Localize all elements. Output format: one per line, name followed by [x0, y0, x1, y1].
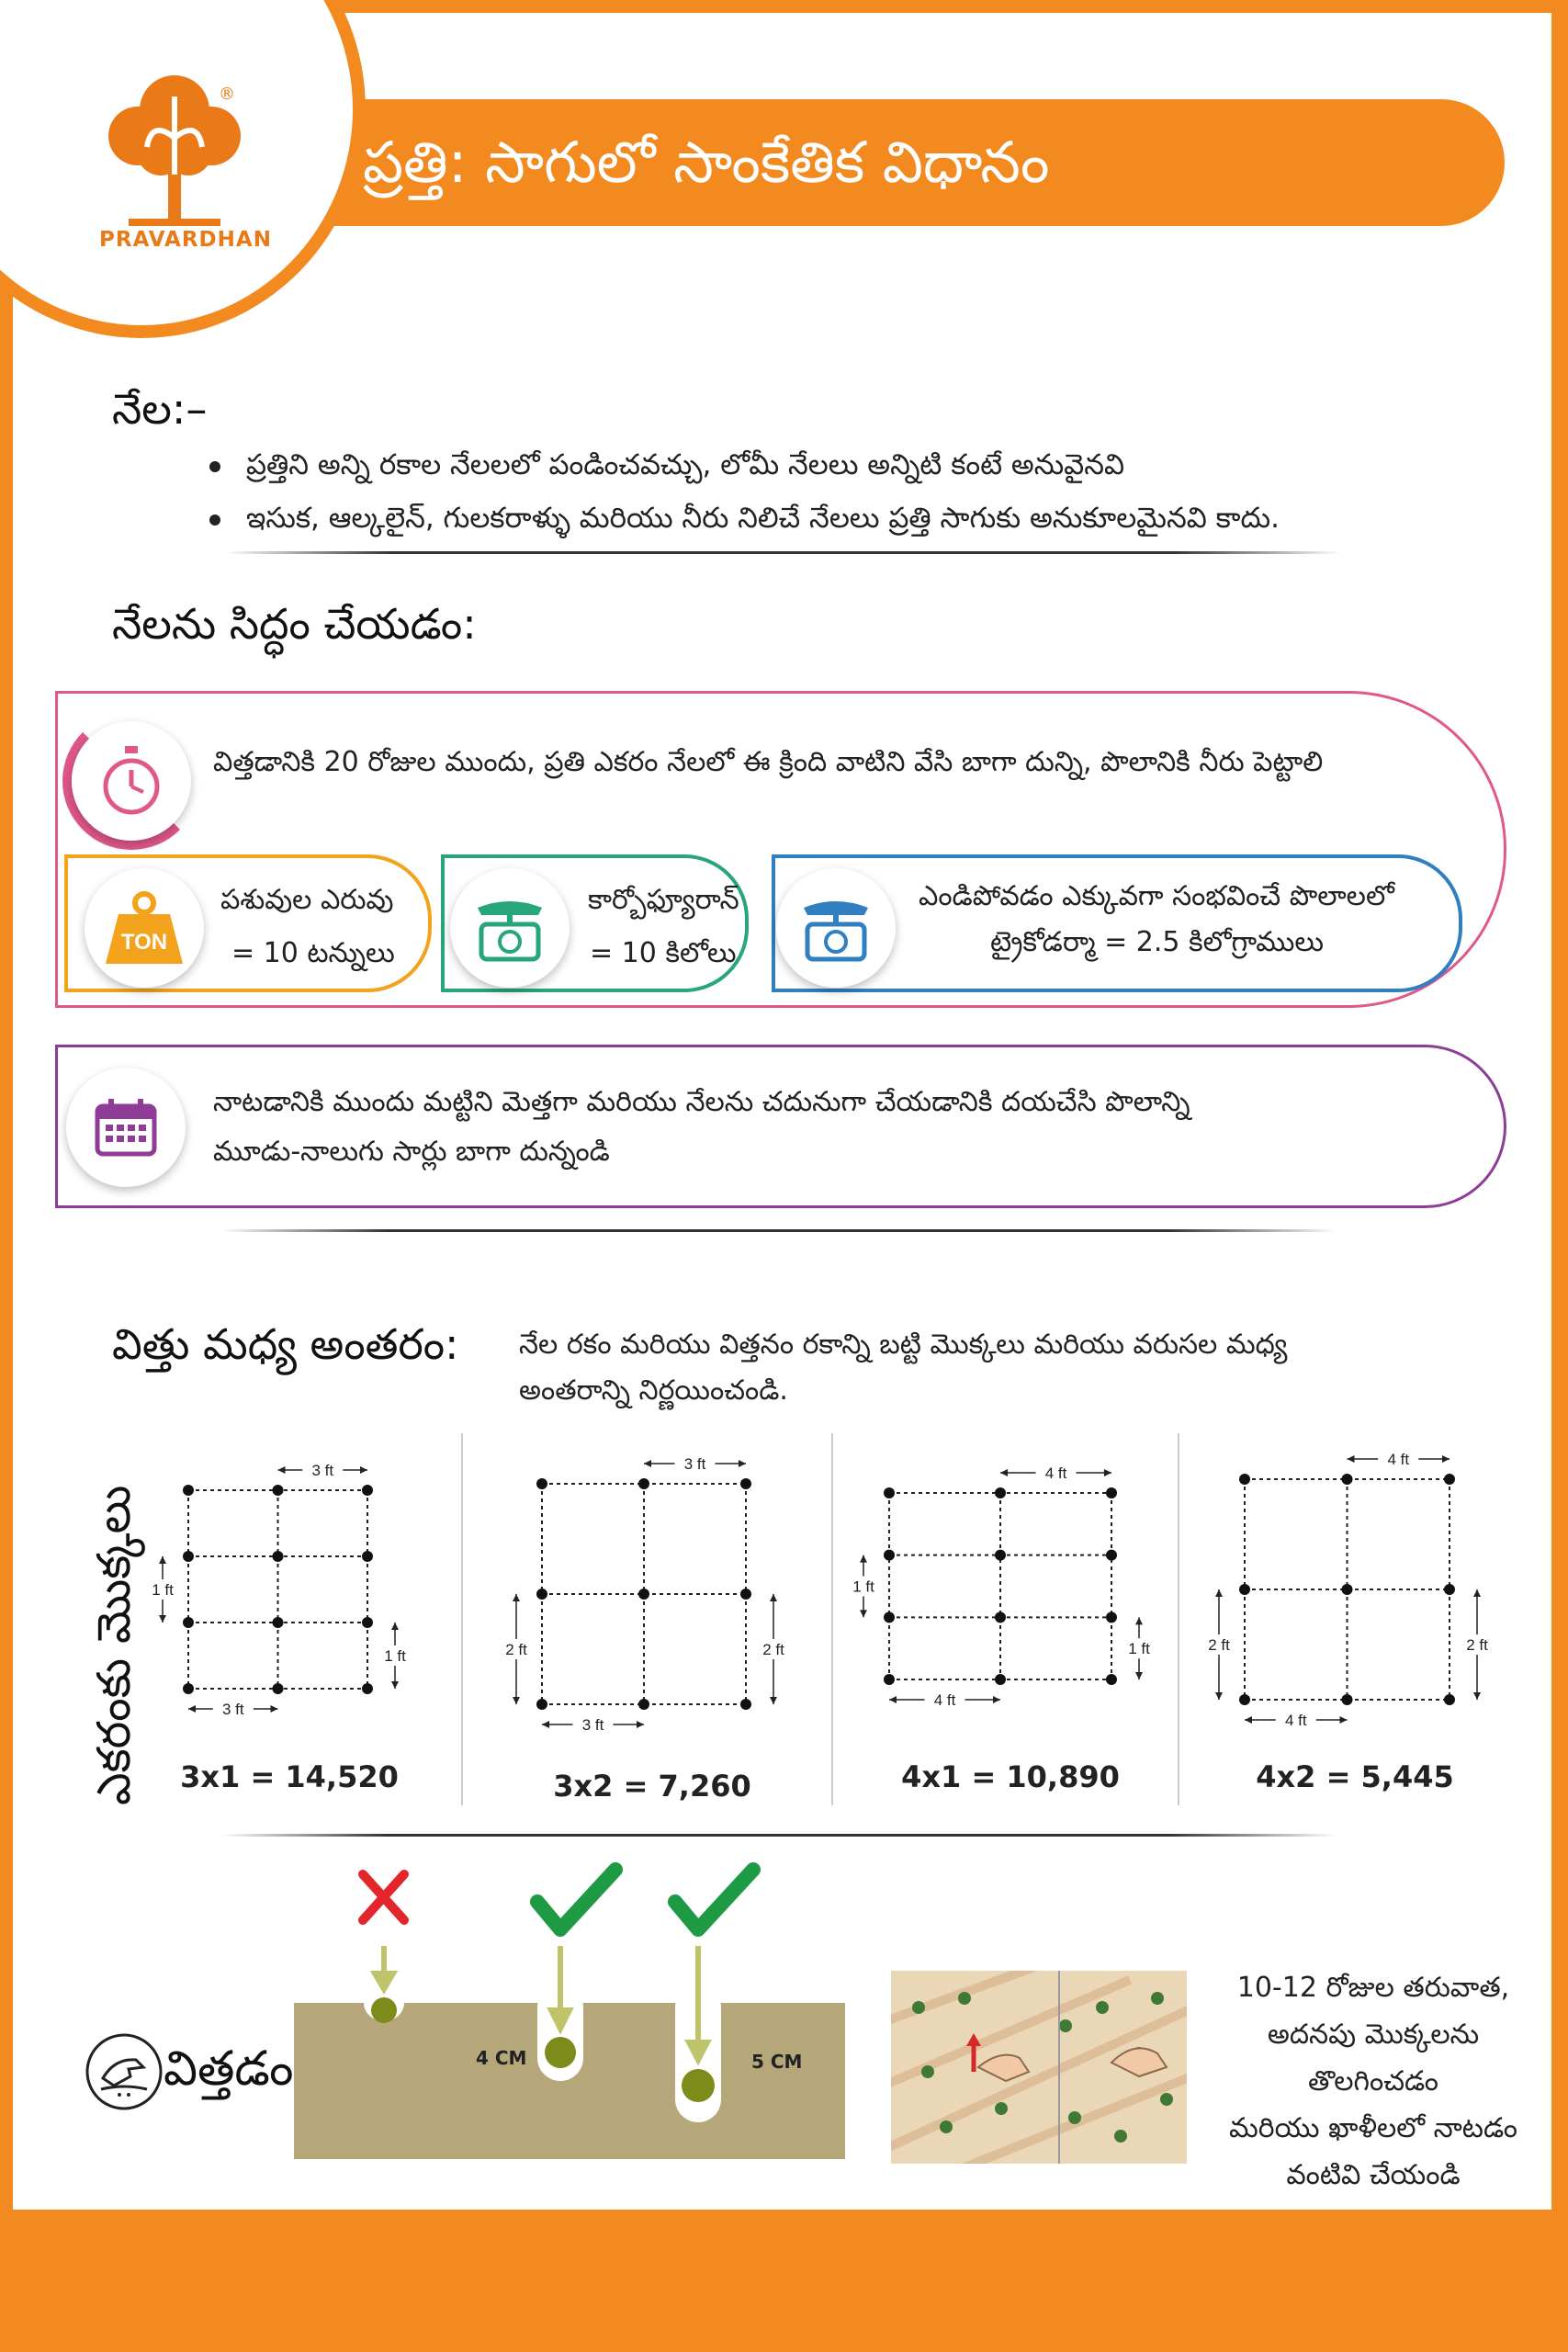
spacing-bottom-arrowhead: [542, 1721, 549, 1728]
plant-dot: [183, 1683, 194, 1694]
carbofuran-line2: = 10 కిలోలు: [590, 937, 737, 969]
plant-dot: [638, 1478, 649, 1489]
spacing-right-label: 1 ft: [1128, 1640, 1150, 1658]
plant-dot: [1106, 1550, 1117, 1561]
spacing-heading: విత్తు మధ్య అంతరం:: [112, 1319, 459, 1369]
plant-dot: [1342, 1584, 1353, 1595]
spacing-left-arrowhead: [159, 1556, 166, 1564]
spacing-bottom-arrowhead: [889, 1696, 897, 1703]
spacing-top-arrowhead: [278, 1466, 286, 1474]
plant-dot: [536, 1478, 547, 1489]
spacing-top-arrowhead: [739, 1460, 746, 1467]
soil-bullet-text: ఇసుక, ఆల్కలైన్, గులకరాళ్ళు మరియు నీరు నిలిచే నేలలు ప్రత్తి సాగుకు అనుకూలమైనవి కాదు.: [246, 502, 1280, 535]
spacing-right-arrowhead: [1473, 1589, 1481, 1597]
sowing-label: విత్తడం: [164, 2041, 294, 2097]
divider: [220, 1834, 1337, 1837]
plant-dot: [995, 1674, 1006, 1685]
trichoderma-line1: ఎండిపోవడం ఎక్కువగా సంభవించే పొలాలలో: [919, 880, 1394, 912]
plant-dot: [740, 1589, 751, 1600]
plant-dot: [1106, 1674, 1117, 1685]
plant-dot: [740, 1478, 751, 1489]
spacing-right-arrowhead: [770, 1594, 777, 1601]
spacing-right-arrowhead: [391, 1681, 399, 1689]
spacing-bottom-arrowhead: [993, 1696, 1000, 1703]
spacing-left-label: 2 ft: [1208, 1636, 1230, 1654]
spacing-left-arrowhead: [1215, 1589, 1223, 1597]
spacing-bottom-label: 3 ft: [221, 1701, 244, 1718]
spacing-right-arrowhead: [770, 1697, 777, 1704]
spacing-bottom-arrowhead: [637, 1721, 644, 1728]
spacing-bottom-label: 3 ft: [581, 1716, 604, 1734]
spacing-left-arrowhead: [860, 1555, 867, 1563]
plant-dot: [1239, 1694, 1250, 1705]
thinning-line: వంటివి చేయండి: [1286, 2159, 1461, 2191]
page-title: ప్రత్తి: సాగులో సాంకేతిక విధానం: [363, 129, 1050, 196]
plant-dot: [884, 1550, 895, 1561]
sowing-depth-diagram: [285, 1856, 854, 2159]
spacing-bottom-arrowhead: [188, 1705, 196, 1713]
plant-dot: [362, 1617, 373, 1628]
plant-dot: [362, 1683, 373, 1694]
spacing-desc-line2: అంతరాన్ని నిర్ణయించండి.: [519, 1374, 788, 1407]
manure-line1: పశువుల ఎరువు: [220, 884, 394, 916]
plant-dot: [1444, 1584, 1455, 1595]
spacing-left-label: 1 ft: [152, 1581, 174, 1599]
plough-text-line2: మూడు-నాలుగు సార్లు బాగా దున్నండి: [213, 1136, 610, 1168]
plant-dot: [884, 1611, 895, 1623]
thinning-line: తొలగించడం: [1308, 2065, 1438, 2098]
thinning-line: 10-12 రోజుల తరువాత,: [1236, 1972, 1510, 2004]
svg-text:TON: TON: [120, 930, 168, 955]
plant-dot: [995, 1611, 1006, 1623]
spacing-left-arrowhead: [159, 1615, 166, 1623]
soil-heading: నేల:–: [112, 384, 208, 434]
spacing-top-arrowhead: [1348, 1455, 1355, 1463]
spacing-left-arrowhead: [1215, 1692, 1223, 1700]
spacing-left-arrowhead: [860, 1610, 867, 1617]
plant-dot: [273, 1617, 284, 1628]
spacing-top-arrowhead: [1442, 1455, 1450, 1463]
plant-dot: [638, 1699, 649, 1710]
timer-text: విత్తడానికి 20 రోజుల ముందు, ప్రతి ఎకరం నేలలో ఈ క్రింది వాటిని వేసి బాగా దున్ని, పొలానికి నీరు పెట్టాలి: [213, 746, 1324, 778]
grid-label-4x1: 4x1 = 10,890: [901, 1759, 1120, 1794]
spacing-left-arrowhead: [513, 1697, 520, 1704]
thinning-line: అదనపు మొక్కలను: [1267, 2018, 1480, 2051]
spacing-bottom-arrowhead: [1340, 1716, 1348, 1724]
plant-dot: [1106, 1487, 1117, 1498]
spacing-top-label: 3 ft: [311, 1462, 334, 1479]
plant-dot: [1444, 1694, 1455, 1705]
thinning-text: [1203, 1964, 1543, 2199]
spacing-top-arrowhead: [360, 1466, 367, 1474]
registered-mark: ®: [219, 85, 235, 104]
plant-dot: [362, 1485, 373, 1496]
spacing-bottom-label: 4 ft: [933, 1691, 956, 1709]
plant-dot: [884, 1674, 895, 1685]
spacing-bottom-label: 4 ft: [1284, 1712, 1307, 1729]
carbofuran-line1: కార్బోఫ్యూరాన్: [588, 884, 739, 916]
depth-label-5cm: 5 CM: [751, 2051, 803, 2073]
plant-dot: [1239, 1584, 1250, 1595]
depth-label-4cm: 4 CM: [476, 2047, 527, 2069]
spacing-right-arrowhead: [1135, 1617, 1143, 1624]
grid-label-3x1: 3x1 = 14,520: [180, 1759, 399, 1794]
spacing-right-arrowhead: [391, 1623, 399, 1630]
spacing-right-label: 1 ft: [384, 1647, 406, 1665]
grid-label-3x2: 3x2 = 7,260: [553, 1769, 751, 1804]
brand-name: PRAVARDHAN: [99, 228, 272, 252]
spacing-bottom-arrowhead: [271, 1705, 278, 1713]
spacing-desc-line1: నేల రకం మరియు విత్తనం రకాన్ని బట్టి మొక్కలు మరియు వరుసల మధ్య: [519, 1329, 1288, 1361]
prep-heading: నేలను సిద్ధం చేయడం:: [112, 599, 477, 649]
spacing-top-label: 3 ft: [683, 1455, 706, 1473]
plant-dot: [362, 1551, 373, 1562]
plant-dot: [183, 1485, 194, 1496]
plant-dot: [273, 1485, 284, 1496]
plant-dot: [740, 1699, 751, 1710]
spacing-left-label: 2 ft: [505, 1641, 527, 1658]
spacing-bottom-arrowhead: [1245, 1716, 1252, 1724]
plants-per-acre-label: ఎకరంకు మొక్కలు: [87, 1485, 141, 1805]
spacing-right-label: 2 ft: [1466, 1636, 1488, 1654]
plant-dot: [273, 1551, 284, 1562]
plant-dot: [1342, 1474, 1353, 1485]
spacing-right-label: 2 ft: [762, 1641, 784, 1658]
spacing-right-arrowhead: [1135, 1672, 1143, 1679]
spacing-right-arrowhead: [1473, 1692, 1481, 1700]
plant-dot: [536, 1699, 547, 1710]
plant-dot: [183, 1551, 194, 1562]
spacing-top-label: 4 ft: [1387, 1451, 1410, 1468]
spacing-top-arrowhead: [1000, 1469, 1008, 1476]
plant-dot: [1239, 1474, 1250, 1485]
sowing-hand-icon: [83, 2030, 165, 2113]
plant-dot: [1444, 1474, 1455, 1485]
plant-dot: [995, 1487, 1006, 1498]
plant-dot: [536, 1589, 547, 1600]
plant-dot: [1106, 1611, 1117, 1623]
plant-dot: [995, 1550, 1006, 1561]
plant-dot: [273, 1683, 284, 1694]
plough-text-line1: నాటడానికి ముందు మట్టిని మెత్తగా మరియు నేలను చదునుగా చేయడానికి దయచేసి పొలాన్ని: [213, 1086, 1190, 1118]
grid-label-4x2: 4x2 = 5,445: [1256, 1759, 1454, 1794]
thinning-line: మరియు ఖాళీలలో నాటడం: [1229, 2112, 1517, 2144]
spacing-top-arrowhead: [644, 1460, 651, 1467]
plant-dot: [183, 1617, 194, 1628]
thinning-illustration: [891, 1971, 1187, 2164]
soil-bullet-text: ప్రత్తిని అన్ని రకాల నేలలలో పండించవచ్చు, లోమీ నేలలు అన్నిటి కంటే అనువైనవి: [246, 448, 1125, 481]
plant-dot: [1342, 1694, 1353, 1705]
spacing-left-arrowhead: [513, 1594, 520, 1601]
trichoderma-line2: ట్రైకోడర్మా = 2.5 కిలోగ్రాములు: [990, 926, 1325, 958]
plant-dot: [884, 1487, 895, 1498]
spacing-top-label: 4 ft: [1044, 1464, 1067, 1482]
plant-dot: [638, 1589, 649, 1600]
manure-line2: = 10 టన్నులు: [231, 937, 395, 969]
spacing-left-label: 1 ft: [852, 1577, 874, 1596]
spacing-top-arrowhead: [1104, 1469, 1111, 1476]
